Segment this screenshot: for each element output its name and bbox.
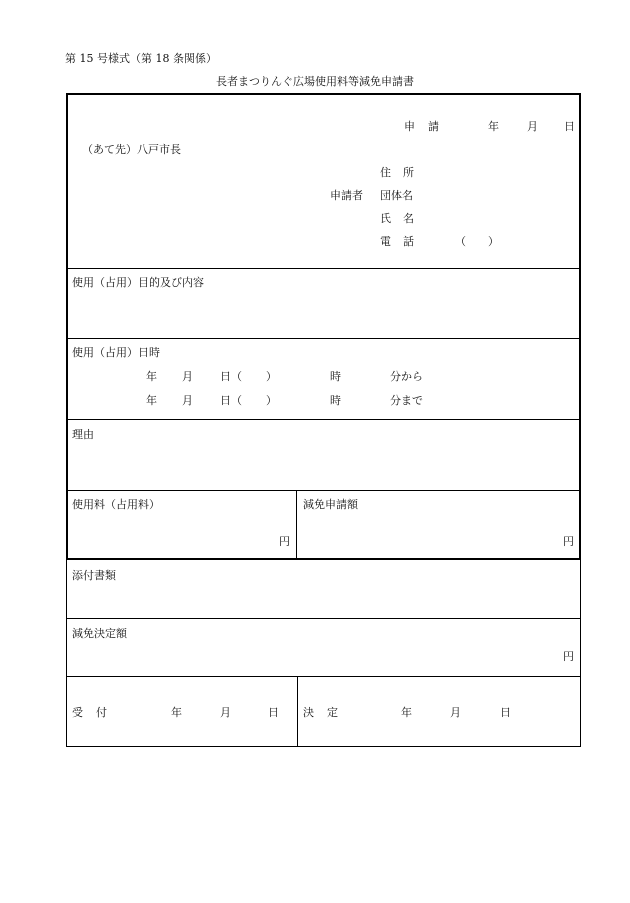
start-minute: 分から <box>390 370 423 383</box>
divider-purpose <box>67 338 580 339</box>
divider-header <box>67 268 580 269</box>
phone-paren-close: ） <box>488 235 499 248</box>
app-date-label-a: 申 <box>404 120 415 133</box>
phone-label-b: 話 <box>403 235 414 248</box>
start-weekday-close: ） <box>266 370 277 383</box>
purpose-label: 使用（占用）目的及び内容 <box>72 276 204 289</box>
app-date-month: 月 <box>527 120 538 133</box>
decision-month: 月 <box>450 706 461 719</box>
start-month: 月 <box>182 370 193 383</box>
exemption-request-label: 減免申請額 <box>303 498 358 511</box>
attachments-label: 添付書類 <box>72 569 116 582</box>
receipt-label-b: 付 <box>96 706 107 719</box>
end-minute: 分まで <box>390 394 423 407</box>
exemption-request-unit: 円 <box>563 535 574 548</box>
form-number: 第 15 号様式（第 18 条関係） <box>65 52 217 65</box>
end-weekday-close: ） <box>266 394 277 407</box>
datetime-label: 使用（占用）日時 <box>72 346 160 359</box>
decision-label-b: 定 <box>327 706 338 719</box>
fee-unit: 円 <box>279 535 290 548</box>
start-hour: 時 <box>330 370 341 383</box>
phone-label-a: 電 <box>380 235 391 248</box>
decision-label-a: 決 <box>303 706 314 719</box>
receipt-month: 月 <box>220 706 231 719</box>
divider-reason <box>67 490 580 491</box>
start-year: 年 <box>146 370 157 383</box>
group-name-label: 団体名 <box>380 189 413 202</box>
divider-decided <box>66 676 581 677</box>
app-date-day: 日 <box>564 120 575 133</box>
end-day: 日（ <box>220 394 242 407</box>
decision-year: 年 <box>401 706 412 719</box>
fee-label: 使用料（占用料） <box>72 498 160 511</box>
exemption-decided-label: 減免決定額 <box>72 627 127 640</box>
address-label-a: 住 <box>380 166 391 179</box>
receipt-year: 年 <box>171 706 182 719</box>
app-date-label-b: 請 <box>428 120 439 133</box>
address-label-b: 所 <box>403 166 414 179</box>
form-title: 長者まつりんぐ広場使用料等減免申請書 <box>216 75 414 88</box>
name-label-a: 氏 <box>380 212 391 225</box>
divider-receipt-vertical <box>297 676 298 746</box>
reason-label: 理由 <box>72 428 94 441</box>
receipt-day: 日 <box>268 706 279 719</box>
applicant-label: 申請者 <box>330 189 363 202</box>
divider-fee-vertical <box>296 490 297 559</box>
addressee: （あて先）八戸市長 <box>82 143 181 156</box>
exemption-decided-unit: 円 <box>563 650 574 663</box>
name-label-b: 名 <box>403 212 414 225</box>
divider-attachments <box>66 618 581 619</box>
phone-paren-open: （ <box>455 235 466 248</box>
end-year: 年 <box>146 394 157 407</box>
receipt-label-a: 受 <box>72 706 83 719</box>
decision-day: 日 <box>500 706 511 719</box>
divider-datetime <box>67 419 580 420</box>
end-hour: 時 <box>330 394 341 407</box>
end-month: 月 <box>182 394 193 407</box>
start-day: 日（ <box>220 370 242 383</box>
app-date-year: 年 <box>488 120 499 133</box>
